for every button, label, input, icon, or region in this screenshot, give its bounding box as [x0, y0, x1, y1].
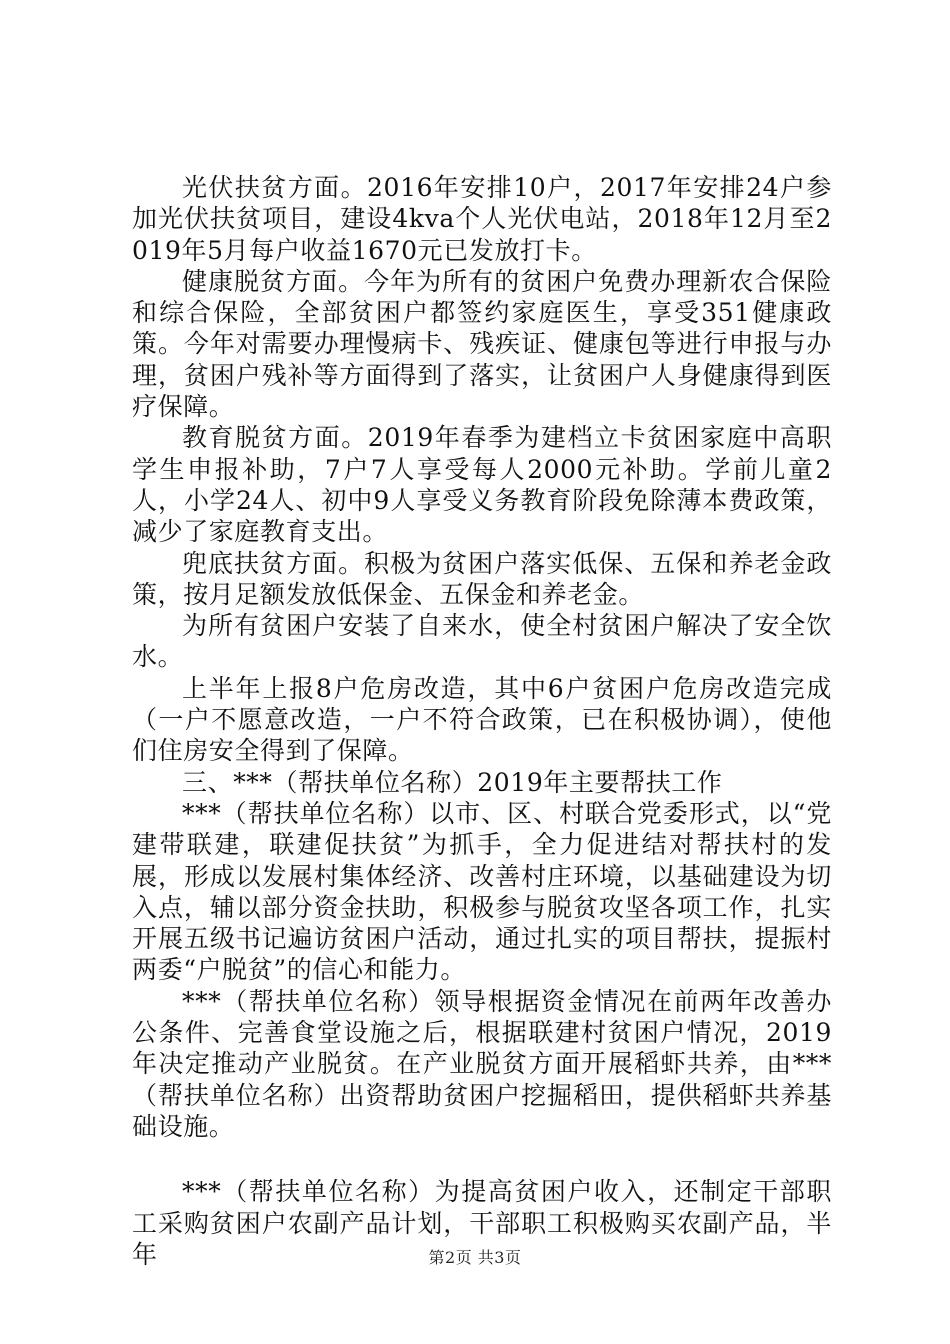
page-number-footer: 第2页 共3页 — [428, 1248, 522, 1267]
paragraph-health: 健康脱贫方面。今年为所有的贫困户免费办理新农合保险和综合保险，全部贫困户都签约家庭医生，享受351健康政策。今年对需要办理慢病卡、残疾证、健康包等进行申报与办理，贫困户残补等方面得到了落实，让贫困户人身健康得到医疗保障。 — [132, 266, 832, 422]
paragraph-water: 为所有贫困户安装了自来水，使全村贫困户解决了安全饮水。 — [132, 611, 832, 672]
paragraph-party-building: ***（帮扶单位名称）以市、区、村联合党委形式，以“党建带联建，联建促扶贫”为抓手，全力促进结对帮扶村的发展，形成以发展村集体经济、改善村庄环境，以基础建设为切入点，辅以部分资金扶助，积极参与脱贫攻坚各项工作，扎实开展五级书记遍访贫困户活动，通过扎实的项目帮扶，提振村两委“户脱贫”的信心和能力。 — [132, 798, 832, 985]
section-heading: 三、***（帮扶单位名称）2019年主要帮扶工作 — [182, 767, 723, 797]
paragraph-industry: ***（帮扶单位名称）领导根据资金情况在前两年改善办公条件、完善食堂设施之后，根据联建村贫困户情况，2019年决定推动产业脱贫。在产业脱贫方面开展稻虾共养，由***（帮扶单位名称）出资帮助贫困户挖掘稻田，提供稻虾共养基础设施。 — [132, 986, 832, 1141]
paragraph-basic-security: 兜底扶贫方面。积极为贫困户落实低保、五保和养老金政策，按月足额发放低保金、五保金和养老金。 — [132, 548, 832, 609]
paragraph-housing: 上半年上报8户危房改造，其中6户贫困户危房改造完成（一户不愿意改造，一户不符合政策，已在积极协调），使他们住房安全得到了保障。 — [132, 673, 832, 766]
document-body — [132, 172, 832, 1270]
paragraph-education: 教育脱贫方面。2019年春季为建档立卡贫困家庭中高职学生申报补助，7户7人享受每人2000元补助。学前儿童2人，小学24人、初中9人享受义务教育阶段免除薄本费政策，减少了家庭教育支出。 — [132, 423, 832, 547]
paragraph-procurement: ***（帮扶单位名称）为提高贫困户收入，还制定干部职工采购贫困户农副产品计划，干部职工积极购买农副产品，半年 — [132, 1177, 832, 1269]
paragraph-photovoltaic: 光伏扶贫方面。2016年安排10户，2017年安排24户参加光伏扶贫项目，建设4kva个人光伏电站，2018年12月至2019年5月每户收益1670元已发放打卡。 — [132, 173, 832, 265]
